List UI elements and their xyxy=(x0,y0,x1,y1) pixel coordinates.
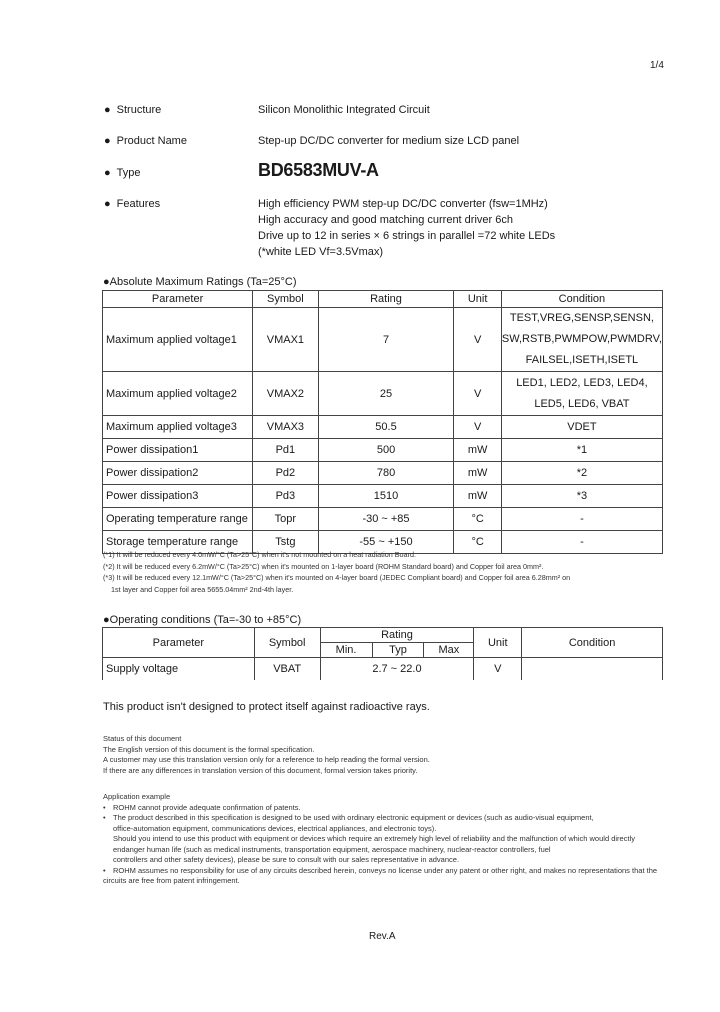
unit-cell: °C xyxy=(454,508,501,531)
unit-cell: V xyxy=(454,372,501,416)
abs-max-table xyxy=(102,290,663,554)
symbol-cell: VMAX3 xyxy=(253,416,318,439)
table-row xyxy=(103,658,663,680)
feature-item: High accuracy and good matching current driver 6ch xyxy=(258,214,513,226)
abs-max-notes xyxy=(103,549,570,595)
unit-cell: °C xyxy=(454,531,501,554)
condition-line: SW,RSTB,PWMPOW,PWMDRV, xyxy=(501,333,662,345)
param-cell: Power dissipation3 xyxy=(103,485,253,508)
op-cond-title: ●Operating conditions (Ta=-30 to +85°C) xyxy=(103,614,302,626)
rating-cell: 1510 xyxy=(318,485,454,508)
unit-cell: mW xyxy=(454,439,501,462)
op-cond-table xyxy=(102,627,663,680)
condition-cell: *1 xyxy=(501,439,662,462)
structure-label: ● Structure xyxy=(104,104,161,116)
table-row xyxy=(103,416,663,439)
symbol-cell: Pd2 xyxy=(253,462,318,485)
header-cell: Symbol xyxy=(253,291,318,308)
header-cell: Rating xyxy=(318,291,454,308)
header-cell: Parameter xyxy=(103,291,253,308)
rating-cell: 500 xyxy=(318,439,454,462)
application-block xyxy=(103,792,663,887)
radiation-warning: This product isn't designed to protect itself against radioactive rays. xyxy=(103,701,430,713)
param-cell: Maximum applied voltage2 xyxy=(103,372,253,416)
application-item: • The product described in this specification is designed to be used with ordinary electronic equipment or devices (such as audio-visual equipment, xyxy=(103,813,594,822)
header-cell: Unit xyxy=(474,628,522,658)
condition-cell: VDET xyxy=(501,416,662,439)
table-row xyxy=(103,462,663,485)
condition-cell xyxy=(501,372,662,416)
note-line: 1st layer and Copper foil area 5655.04mm² 2nd-4th layer. xyxy=(111,584,294,594)
feature-item: Drive up to 12 in series × 6 strings in parallel =72 white LEDs xyxy=(258,230,556,242)
condition-line: LED1, LED2, LED3, LED4, xyxy=(516,376,648,389)
rating-cell: 7 xyxy=(318,308,454,372)
unit-cell: V xyxy=(454,416,501,439)
header-cell: Max xyxy=(424,643,474,658)
table-row xyxy=(103,372,663,416)
unit-cell: V xyxy=(474,658,522,680)
condition-cell: - xyxy=(501,531,662,554)
param-cell: Power dissipation1 xyxy=(103,439,253,462)
features-list xyxy=(258,196,555,260)
table-row xyxy=(103,508,663,531)
condition-line: TEST,VREG,SENSP,SENSN, xyxy=(509,312,654,324)
header-cell: Min. xyxy=(320,643,372,658)
condition-cell: - xyxy=(501,508,662,531)
header-cell: Condition xyxy=(522,628,663,658)
rating-cell: 780 xyxy=(318,462,454,485)
structure-value: Silicon Monolithic Integrated Circuit xyxy=(258,104,430,116)
param-cell: Maximum applied voltage1 xyxy=(103,308,253,372)
symbol-cell: Pd1 xyxy=(253,439,318,462)
header-cell: Condition xyxy=(501,291,662,308)
product-name-label: ● Product Name xyxy=(104,135,187,147)
table-header-row xyxy=(103,628,663,643)
type-value: BD6583MUV-A xyxy=(258,160,379,180)
page-number: 1/4 xyxy=(650,60,664,71)
header-cell: Rating xyxy=(320,628,474,643)
param-cell: Supply voltage xyxy=(103,658,255,680)
condition-line: FAILSEL,ISETH,ISETL xyxy=(525,354,639,366)
header-cell: Typ xyxy=(372,643,424,658)
product-name-value: Step-up DC/DC converter for medium size LCD panel xyxy=(258,135,520,147)
table-row xyxy=(103,485,663,508)
feature-item: (*white LED Vf=3.5Vmax) xyxy=(258,246,384,258)
condition-cell: *2 xyxy=(501,462,662,485)
application-item: • ROHM assumes no responsibility for use of any circuits described herein, conveys no license under any patent or other right, and makes no representations that the circuits are free from patent infringement. xyxy=(103,865,658,885)
table-row xyxy=(103,308,663,372)
note-line: (*2) It will be reduced every 6.2mW/°C (Ta>25°C) when it's mounted on 1-layer board (ROHM Standard board) and Copper foil area 0mm². xyxy=(103,561,544,571)
features-label: ● Features xyxy=(104,198,160,210)
condition-line: LED5, LED6, VBAT xyxy=(534,397,630,410)
symbol-cell: VBAT xyxy=(254,658,320,680)
param-cell: Operating temperature range xyxy=(103,508,253,531)
table-header-row xyxy=(103,291,663,308)
unit-cell: V xyxy=(454,308,501,372)
symbol-cell: VMAX2 xyxy=(253,372,318,416)
param-cell: Maximum applied voltage3 xyxy=(103,416,253,439)
note-line: (*3) It will be reduced every 12.1mW/°C (Ta>25°C) when it's mounted on 4-layer board (JEDEC Compliant board) and Copper foil area 6.28mm² on xyxy=(103,573,571,582)
condition-cell xyxy=(501,308,662,372)
table-row xyxy=(103,439,663,462)
symbol-cell: Pd3 xyxy=(253,485,318,508)
application-line: office-automation equipment, communications devices, electrical appliances, and electronic toys). xyxy=(113,823,437,833)
symbol-cell: Tstg xyxy=(253,531,318,554)
note-line: (*1) It will be reduced every 4.0mW/°C (Ta>25°C) when it's not mounted on a heat radiation Board. xyxy=(103,550,416,559)
unit-cell: mW xyxy=(454,485,501,508)
feature-item: High efficiency PWM step-up DC/DC converter (fsw=1MHz) xyxy=(258,198,548,210)
rating-cell: -55 ~ +150 xyxy=(318,531,454,554)
symbol-cell: Topr xyxy=(253,508,318,531)
symbol-cell: VMAX1 xyxy=(253,308,318,372)
unit-cell: mW xyxy=(454,462,501,485)
header-cell: Parameter xyxy=(103,628,255,658)
status-line: If there are any differences in translation version of this document, formal version takes priority. xyxy=(103,765,418,775)
status-block xyxy=(103,734,663,776)
status-title: Status of this document xyxy=(103,734,182,743)
application-item: • ROHM cannot provide adequate confirmation of patents. xyxy=(103,802,301,812)
header-cell: Symbol xyxy=(254,628,320,658)
rating-cell: 2.7 ~ 22.0 xyxy=(320,658,474,680)
rating-cell: 25 xyxy=(318,372,454,416)
revision-label: Rev.A xyxy=(369,931,396,942)
application-title: Application example xyxy=(103,792,171,801)
param-cell: Storage temperature range xyxy=(103,531,253,554)
param-cell: Power dissipation2 xyxy=(103,462,253,485)
abs-max-title: ●Absolute Maximum Ratings (Ta=25°C) xyxy=(103,276,297,288)
condition-cell: *3 xyxy=(501,485,662,508)
condition-cell xyxy=(522,658,663,680)
rating-cell: -30 ~ +85 xyxy=(318,508,454,531)
application-line: Should you intend to use this product with equipment or devices which require an extremely high level of reliability and the malfunction of which would directly endanger human life (such as medical instruments, transportation equipment, aerospace machinery, nuclear-reactor controllers, fuel xyxy=(113,834,635,854)
type-label: ● Type xyxy=(104,167,141,179)
rating-cell: 50.5 xyxy=(318,416,454,439)
header-cell: Unit xyxy=(454,291,501,308)
status-line: A customer may use this translation version only for a reference to help reading the formal version. xyxy=(103,755,430,764)
application-line: controllers and other safety devices), please be sure to consult with our sales representative in advance. xyxy=(113,855,460,864)
status-line: The English version of this document is the formal specification. xyxy=(103,744,315,754)
